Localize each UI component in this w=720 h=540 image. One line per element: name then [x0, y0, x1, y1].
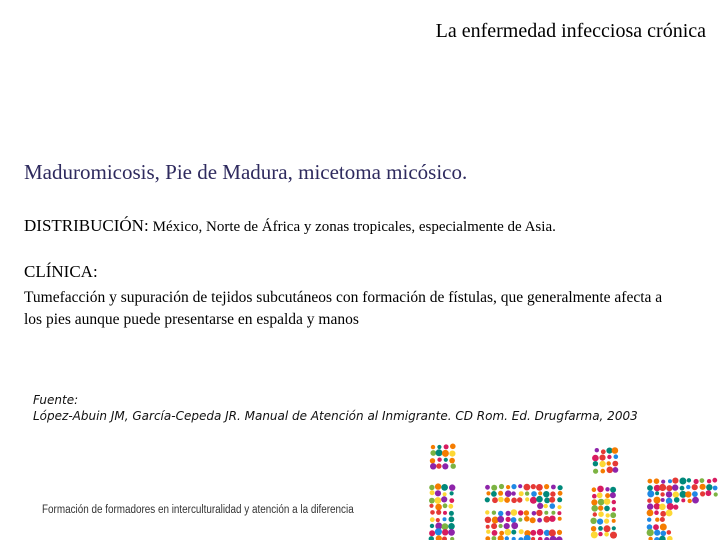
logo-dot	[435, 483, 441, 489]
logo-dot	[592, 494, 597, 499]
logo-dot	[485, 536, 490, 540]
logo-dot	[451, 464, 456, 469]
logo-dot	[688, 499, 692, 503]
logo-dot	[604, 532, 609, 537]
logo-dot	[435, 528, 442, 535]
logo-dot	[605, 493, 610, 498]
logo-dot	[549, 529, 556, 536]
logo-dot	[550, 491, 555, 496]
logo-dot	[601, 449, 606, 454]
logo-dot	[685, 491, 691, 497]
logo-dot	[443, 503, 448, 508]
logo-dot	[499, 531, 504, 536]
logo-dot	[604, 519, 609, 524]
logo-dot	[442, 537, 447, 540]
logo-dot	[485, 497, 490, 502]
logo-dot	[449, 511, 454, 516]
logo-dot	[524, 484, 531, 491]
logo-dot	[536, 510, 542, 516]
logo-dot	[491, 491, 497, 497]
logo-dot	[660, 492, 664, 496]
logo-dot	[498, 511, 503, 516]
logo-dot	[486, 491, 490, 495]
logo-dot	[654, 530, 660, 536]
logo-dot	[511, 530, 516, 535]
logo-dot	[706, 484, 712, 490]
logo-dot	[598, 532, 602, 536]
logo-dot	[485, 510, 489, 514]
logo-dot	[532, 511, 537, 516]
logo-dot	[544, 511, 548, 515]
logo-dot	[714, 492, 718, 496]
logo-dot	[612, 447, 619, 454]
logo-dot	[557, 511, 561, 515]
logo-dot	[647, 510, 654, 517]
logo-dot	[430, 517, 435, 522]
logo-dot	[443, 517, 447, 521]
logo-dot	[436, 518, 440, 522]
logo-dot	[435, 504, 442, 511]
logo-dot	[599, 461, 605, 467]
logo-dot	[647, 499, 651, 503]
logo-dot	[604, 525, 611, 532]
logo-dot	[524, 516, 530, 522]
logo-dot	[430, 450, 436, 456]
logo-dot	[659, 536, 666, 540]
logo-dot	[700, 491, 705, 496]
logo-dot	[436, 449, 443, 456]
logo-dot	[591, 499, 597, 505]
logo-dot	[557, 530, 562, 535]
logo-dot	[430, 490, 435, 495]
logo-dot	[591, 531, 598, 538]
logo-dot	[531, 484, 536, 489]
logo-dot	[667, 503, 674, 510]
main-heading: Maduromicosis, Pie de Madura, micetoma micósico.	[24, 160, 468, 184]
logo-dot	[537, 518, 542, 523]
logo-dot	[511, 517, 517, 523]
logo-dot	[436, 463, 441, 468]
logo-dot	[504, 523, 510, 529]
logo-dot	[511, 522, 518, 529]
logo-dot	[660, 517, 665, 522]
logo-dot	[557, 505, 561, 509]
logo-dot	[525, 491, 529, 495]
logo-dot	[444, 458, 448, 462]
logo-dot	[430, 463, 436, 469]
logo-dot	[505, 490, 512, 497]
logo-dot	[655, 491, 659, 495]
logo-dot	[668, 479, 672, 483]
logo-dot	[654, 478, 660, 484]
distribution-row	[24, 216, 556, 236]
logo-dot	[598, 505, 603, 510]
logo-dot	[429, 485, 434, 490]
logo-dot	[692, 491, 698, 497]
logo-dot	[511, 509, 518, 516]
logo-dot	[666, 485, 672, 491]
logo-dot	[517, 497, 522, 502]
logo-dot	[672, 478, 678, 484]
logo-dot	[607, 461, 611, 465]
logo-dot	[492, 497, 498, 503]
logo-dot	[712, 478, 717, 483]
logo-dot	[549, 497, 555, 503]
logo-dot	[558, 491, 563, 496]
logo-dot	[597, 486, 604, 493]
logo-dot	[558, 517, 562, 521]
logo-dot	[544, 498, 550, 504]
logo-dot	[660, 524, 667, 531]
source-label: Fuente:	[33, 393, 79, 407]
logo-dot	[692, 497, 699, 504]
distribution-label: DISTRIBUCIÓN:	[24, 216, 149, 235]
logo-dot	[519, 529, 524, 534]
logo-dot	[443, 492, 447, 496]
footer-text: Formación de formadores en interculturalidad y atención a la diferencia	[42, 504, 354, 516]
logo-dot	[544, 504, 548, 508]
logo-dot	[679, 478, 686, 485]
logo-dot	[486, 530, 490, 534]
logo-dot	[485, 517, 491, 523]
logo-dot	[655, 518, 659, 522]
logo-dot	[436, 535, 442, 540]
logo-dot	[544, 484, 549, 489]
logo-dot	[612, 500, 616, 504]
logo-dot	[442, 529, 448, 535]
logo-dot	[525, 497, 529, 501]
logo-dot	[647, 518, 651, 522]
logo-dot	[511, 484, 516, 489]
logo-dot	[713, 486, 718, 491]
logo-dot	[436, 510, 441, 515]
logo-dot	[506, 517, 511, 522]
logo-dot	[437, 445, 441, 449]
logo-dot	[549, 516, 555, 522]
logo-dot	[435, 490, 441, 496]
logo-dot	[592, 487, 597, 492]
logo-dot	[661, 480, 665, 484]
logo-dot	[647, 490, 654, 497]
logo-dot	[610, 532, 617, 539]
logo-dot	[610, 492, 616, 498]
logo-dot	[543, 516, 550, 523]
logo-dot	[437, 458, 441, 462]
logo-dot	[504, 497, 510, 503]
logo-dot	[659, 484, 666, 491]
logo-dot	[449, 498, 454, 503]
logo-dot	[498, 491, 503, 496]
logo-dot	[431, 445, 435, 449]
logo-dot	[537, 503, 543, 509]
source-citation: López-Abuin JM, García-Cepeda JR. Manual de Atención al Inmigrante. CD Rom. Ed. Drugfarma, 2003	[33, 409, 638, 423]
logo-dot	[667, 530, 672, 535]
logo-dot	[499, 524, 503, 528]
slide-header-title: La enfermedad infecciosa crónica	[435, 20, 706, 42]
logo-dot	[599, 455, 605, 461]
logo-dot	[531, 491, 537, 497]
logo-dot	[647, 485, 653, 491]
logo-dot	[448, 504, 453, 509]
logo-dot	[444, 444, 449, 449]
logo-dot	[448, 523, 455, 530]
logo-dot	[661, 498, 665, 502]
logo-dot	[448, 529, 455, 536]
logo-dot	[605, 487, 609, 491]
logo-dot	[692, 484, 698, 490]
logo-dot	[442, 450, 449, 457]
logo-dot	[450, 491, 454, 495]
source-block	[33, 392, 638, 424]
logo-dot	[597, 519, 603, 525]
logo-dot	[595, 448, 599, 452]
logo-dot	[667, 536, 673, 540]
logo-dot	[673, 505, 678, 510]
logo-dot	[556, 536, 562, 540]
logo-dot	[429, 498, 435, 504]
logo-dot	[612, 526, 616, 530]
logo-dot	[429, 530, 435, 536]
logo-dot	[681, 498, 685, 502]
logo-dot	[497, 516, 504, 523]
logo-dot	[591, 526, 596, 531]
logo-dot	[607, 467, 614, 474]
logo-dot	[666, 491, 672, 497]
logo-dot	[430, 524, 434, 528]
logo-dot	[429, 536, 434, 540]
logo-dot	[550, 536, 557, 540]
logo-dot	[492, 511, 496, 515]
logo-dot	[610, 487, 616, 493]
logo-dot	[449, 484, 455, 490]
logo-dot	[486, 525, 490, 529]
logo-dot	[674, 497, 680, 503]
logo-dot	[612, 507, 616, 511]
dotted-logo-image	[415, 440, 720, 540]
clinical-label: CLÍNICA:	[24, 262, 98, 281]
logo-dot	[614, 454, 619, 459]
logo-dot	[443, 511, 447, 515]
logo-dot	[536, 484, 543, 491]
logo-dot	[647, 524, 653, 530]
logo-dot	[511, 491, 515, 495]
logo-dot	[537, 529, 544, 536]
logo-dot	[700, 478, 705, 483]
logo-dot	[449, 458, 455, 464]
logo-dot	[654, 497, 661, 504]
logo-dot	[654, 510, 659, 515]
logo-dot	[666, 510, 673, 517]
logo-dot	[610, 512, 616, 518]
logo-dot	[530, 530, 536, 536]
logo-dot	[661, 531, 667, 537]
logo-dot	[524, 510, 529, 515]
logo-dot	[653, 524, 659, 530]
logo-dot	[506, 485, 510, 489]
logo-dot	[590, 518, 596, 524]
logo-dot	[430, 458, 435, 463]
logo-dot	[591, 505, 598, 512]
logo-dot	[606, 513, 610, 517]
logo-dot	[598, 511, 604, 517]
logo-dot	[430, 510, 435, 515]
logo-dot	[543, 491, 549, 497]
logo-dot	[593, 512, 597, 516]
logo-dot	[592, 455, 599, 462]
logo-dot	[672, 484, 678, 490]
logo-dot	[505, 536, 509, 540]
logo-dot	[518, 484, 522, 488]
logo-dot	[538, 491, 542, 495]
logo-dot	[647, 503, 653, 509]
logo-dot	[441, 484, 448, 491]
logo-dot	[442, 463, 448, 469]
logo-dot	[442, 523, 449, 530]
logo-dot	[660, 511, 666, 517]
logo-dot	[449, 451, 455, 457]
logo-dot	[491, 523, 497, 529]
logo-dot	[492, 536, 497, 540]
logo-dot	[598, 526, 603, 531]
logo-dot	[429, 504, 433, 508]
logo-dot	[613, 467, 619, 473]
logo-dot	[601, 469, 606, 474]
logo-dot	[450, 444, 456, 450]
logo-dot	[551, 485, 556, 490]
logo-dot	[498, 535, 504, 540]
logo-dot	[499, 484, 504, 489]
distribution-text: México, Norte de África y zonas tropicales, especialmente de Asia.	[152, 219, 556, 235]
logo-dot	[485, 485, 490, 490]
logo-dot	[518, 518, 522, 522]
logo-dot	[551, 511, 555, 515]
logo-dot	[680, 486, 685, 491]
logo-dot	[593, 469, 598, 474]
logo-dot	[498, 497, 504, 503]
logo-dot	[687, 478, 691, 482]
logo-dot	[519, 491, 524, 496]
logo-dot	[550, 503, 556, 509]
logo-dot	[700, 484, 706, 490]
logo-dot	[707, 479, 711, 483]
logo-dot	[536, 496, 543, 503]
logo-dot	[604, 498, 611, 505]
logo-dot	[441, 496, 447, 502]
logo-dot	[648, 479, 653, 484]
logo-dot	[511, 498, 517, 504]
logo-dot	[506, 511, 511, 516]
logo-dot	[694, 479, 699, 484]
logo-dot	[530, 517, 536, 523]
logo-dot	[597, 492, 603, 498]
logo-dot	[686, 485, 690, 489]
logo-dot	[612, 519, 616, 523]
logo-dot	[449, 516, 455, 522]
logo-dot	[558, 485, 563, 490]
logo-dot	[604, 506, 610, 512]
logo-dot	[647, 529, 654, 536]
logo-dot	[505, 529, 512, 536]
logo-dot	[557, 497, 562, 502]
logo-dot	[673, 491, 679, 497]
logo-dot	[706, 490, 712, 496]
logo-dot	[612, 461, 618, 467]
logo-dot	[530, 497, 537, 504]
logo-dot	[607, 455, 611, 459]
logo-dot	[659, 504, 666, 511]
logo-dot	[491, 485, 497, 491]
logo-dot	[492, 530, 498, 536]
logo-dot	[435, 497, 442, 504]
logo-dot	[518, 510, 523, 515]
clinical-text: Tumefacción y supuración de tejidos subcutáneos con formación de fístulas, que generalmente afecta a los pies aunque puede presentarse en espalda y manos	[24, 289, 663, 328]
logo-dot	[598, 499, 605, 506]
logo-dot	[593, 461, 598, 466]
